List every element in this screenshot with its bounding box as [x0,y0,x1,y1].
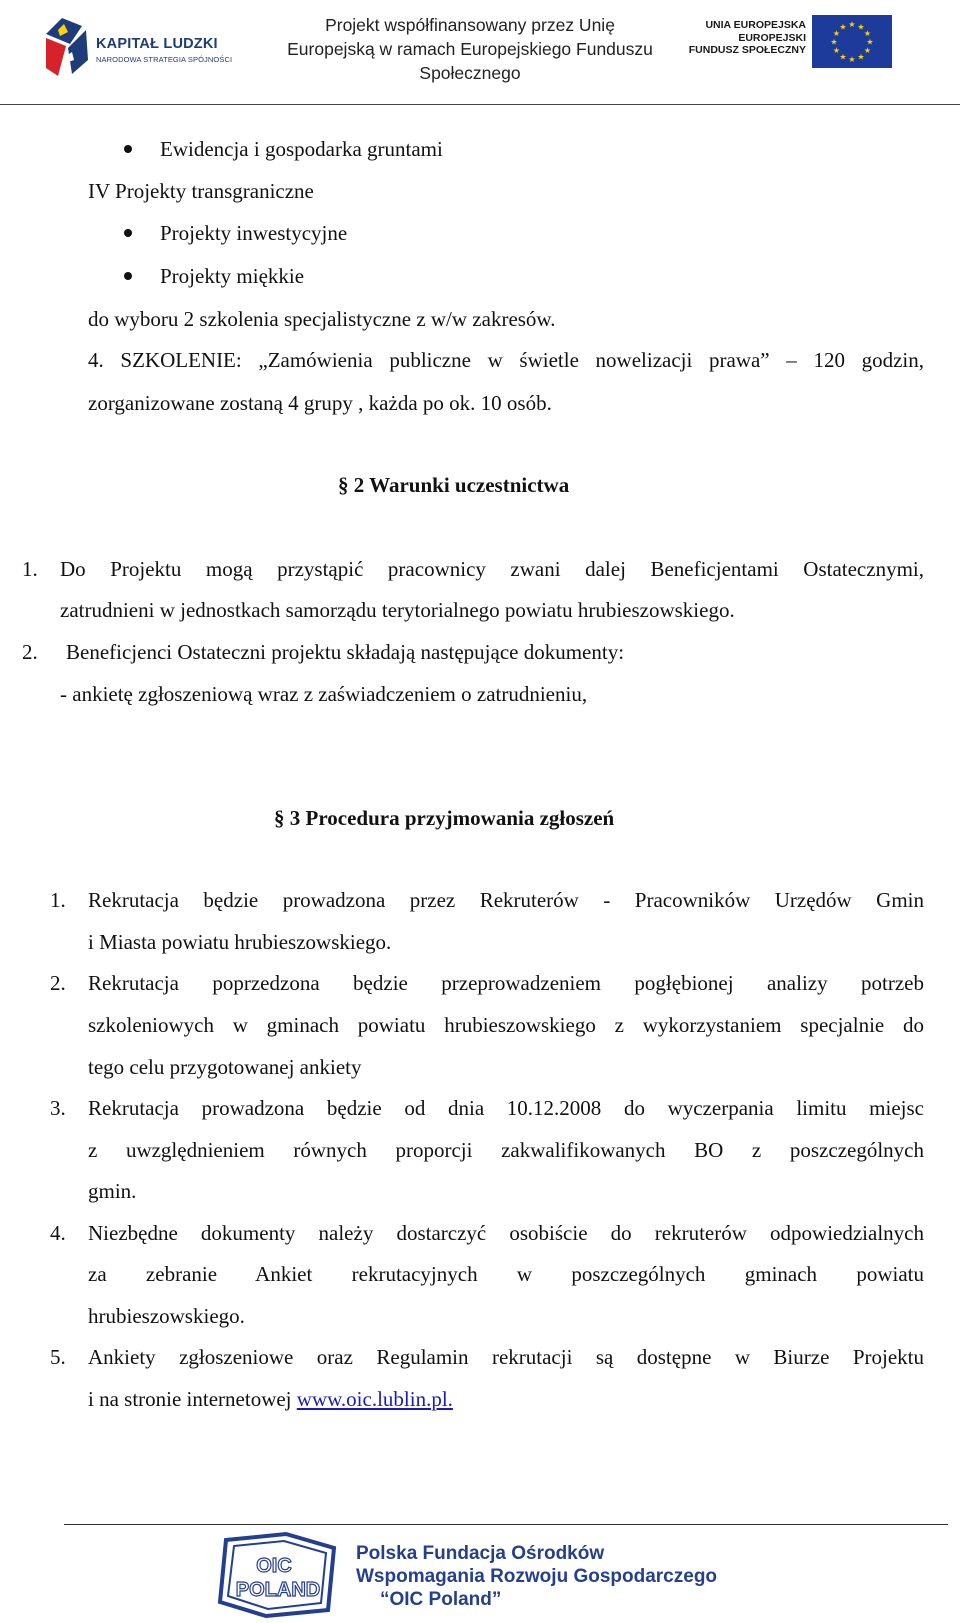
bullet-icon [124,272,132,280]
svg-text:★: ★ [857,52,865,62]
training-4-line-2: zorganizowane zostaną 4 grupy , każda po ok. 10 osób. [88,391,552,415]
bullet-item-inwestycyjne: Projekty inwestycyjne [160,221,348,245]
choice-note: do wyboru 2 szkolenia specjalistyczne z w/w zakresów. [88,307,556,331]
eu-label-line-3: FUNDUSZ SPOŁECZNY [688,44,806,56]
bullet-icon [124,145,132,153]
header-divider [0,104,960,105]
cofinancing-line-1: Projekt współfinansowany przez Unię [325,15,615,35]
s3-item-2-line-3: tego celu przygotowanej ankiety [88,1055,362,1079]
svg-text:★: ★ [832,46,841,55]
s3-item-1-line-1: Rekrutacja będzie prowadzona przez Rekruterów - Pracowników Urzędów Gmin [88,888,924,912]
section-iv-title: IV Projekty transgraniczne [88,179,314,203]
s2-item-2-line-1: Beneficjenci Ostateczni projektu składają następujące dokumenty: [66,640,625,664]
training-4-line-1: 4. SZKOLENIE: „Zamówienia publiczne w świetle nowelizacji prawa” – 120 godzin, [88,348,924,372]
s3-item-3-line-3: gmin. [88,1179,137,1203]
s2-item-1-number: 1. [22,557,38,581]
svg-text:★: ★ [839,52,847,62]
s3-item-5-line-1: Ankiety zgłoszeniowe oraz Regulamin rekrutacji są dostępne w Biurze Projektu [88,1345,924,1369]
s3-item-3-line-2: z uwzględnieniem równych proporcji zakwalifikowanych BO z poszczególnych [88,1138,924,1162]
cofinancing-note [270,13,670,85]
svg-text:★: ★ [857,22,865,32]
s3-item-4-line-2: za zebranie Ankiet rekrutacyjnych w poszczególnych gminach powiatu [88,1262,924,1286]
s3-item-4-number: 4. [50,1221,66,1245]
footer-org-line-3: “OIC Poland” [380,1589,502,1610]
eu-flag-icon [812,15,892,68]
bullet-item-ewidencja: Ewidencja i gospodarka gruntami [160,137,443,161]
section-3-heading: § 3 Procedura przyjmowania zgłoszeń [274,806,615,830]
footer-org-line-2: Wspomagania Rozwoju Gospodarczego [356,1566,718,1587]
oic-logo-text-bottom: POLAND [235,1579,321,1601]
cofinancing-line-3: Społecznego [419,63,521,83]
footer-divider [64,1524,948,1525]
s3-item-3-line-1: Rekrutacja prowadzona będzie od dnia 10.12.2008 do wyczerpania limitu miejsc [88,1096,924,1120]
s2-item-2-number: 2. [22,640,38,664]
s3-item-2-number: 2. [50,971,66,995]
svg-text:★: ★ [830,37,838,47]
project-website-link[interactable]: www.oic.lublin.pl. [296,1387,453,1411]
s3-item-2-line-2: szkoleniowych w gminach powiatu hrubieszowskiego z wykorzystaniem specjalnie do [88,1013,924,1037]
s3-item-4-line-3: hrubieszowskiego. [88,1304,245,1328]
svg-text:★: ★ [863,29,872,38]
bullet-icon [124,229,132,237]
s3-item-4-line-1: Niezbędne dokumenty należy dostarczyć osobiście do rekruterów odpowiedzialnych [88,1221,924,1245]
s2-item-1-line-1: Do Projektu mogą przystąpić pracownicy zwani dalej Beneficjentami Ostatecznymi, [60,557,924,581]
page-header [0,0,960,106]
s2-item-1-line-2: zatrudnieni w jednostkach samorządu terytorialnego powiatu hrubieszowskiego. [60,598,735,622]
kapital-ludzki-subtitle: NARODOWA STRATEGIA SPÓJNOŚCI [96,55,233,64]
eu-label-line-1: UNIA EUROPEJSKA [705,19,806,31]
s3-item-3-number: 3. [50,1096,66,1120]
svg-text:★: ★ [863,46,872,55]
s3-item-2-line-1: Rekrutacja poprzedzona będzie przeprowadzeniem pogłębionej analizy potrzeb [88,971,924,995]
section-2-heading: § 2 Warunki uczestnictwa [338,473,570,497]
svg-text:★: ★ [866,37,874,47]
svg-text:★: ★ [839,22,847,32]
footer-organization [356,1542,717,1611]
oic-poland-logo [216,1530,346,1618]
s2-item-2-line-2: - ankietę zgłoszeniową wraz z zaświadczeniem o zatrudnieniu, [60,682,588,706]
eu-fund-label [672,19,806,57]
svg-text:★: ★ [848,55,856,64]
footer-org-line-1: Polska Fundacja Ośrodków [356,1543,605,1564]
svg-text:★: ★ [832,29,841,38]
kapital-ludzki-title: KAPITAŁ LUDZKI [96,36,218,52]
bullet-item-miekkie: Projekty miękkie [160,264,305,288]
oic-logo-text-top: OIC [256,1555,292,1577]
s3-item-1-number: 1. [50,888,66,912]
eu-label-line-2: EUROPEJSKI [738,31,806,44]
oic-poland-emblem-icon [216,1530,346,1618]
cofinancing-line-2: Europejską w ramach Europejskiego Funduszu [287,39,653,59]
s3-item-5-line-2-text: i na stronie internetowej [88,1387,297,1411]
svg-text:★: ★ [848,20,856,29]
s3-item-5-number: 5. [50,1345,66,1369]
s3-item-1-line-2: i Miasta powiatu hrubieszowskiego. [88,930,392,954]
s3-item-5-line-2 [88,1386,453,1412]
